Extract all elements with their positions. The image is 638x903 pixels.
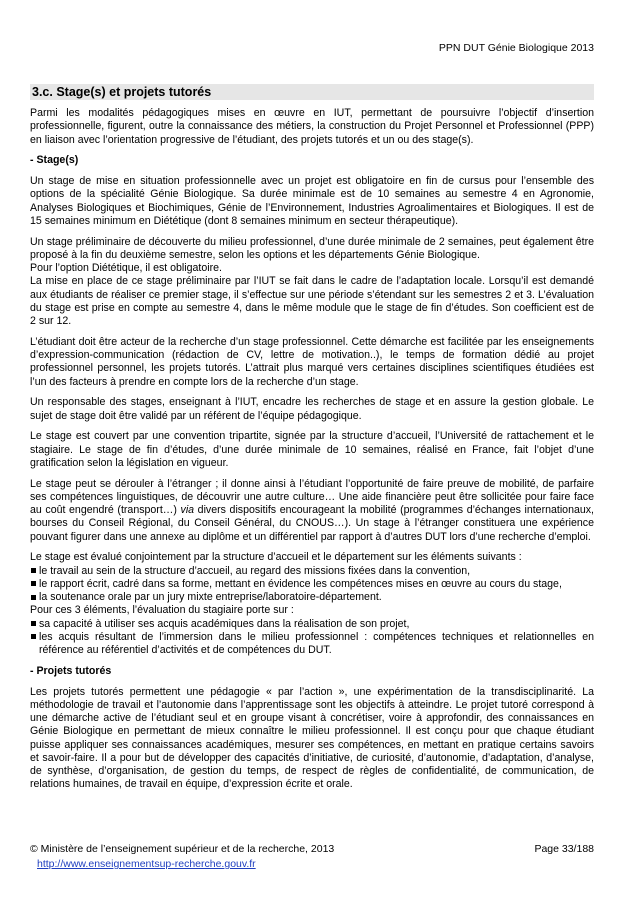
stages-heading: - Stage(s) [30, 154, 79, 167]
list-item: le travail au sein de la structure d’accueil, au regard des missions fixées dans la convention, [30, 565, 594, 578]
evaluation-criteria-list [30, 618, 594, 658]
list-item: la soutenance orale par un jury mixte entreprise/laboratoire-département. [30, 591, 594, 604]
projets-heading: - Projets tutorés [30, 664, 112, 677]
stages-paragraph-2c: La mise en place de ce stage préliminaire par l’IUT se fait dans le cadre de l’adaptation locale. Lorsqu’il est demandé aux étudiants de réaliser ce premier stage, il s’effectue sur une période s’étendant sur les semestres 2 et 3. L’évaluation du stage est prise en compte au semestre 4, dans le même module que le stage de fin d’études. Son coefficient est de 2 sur 12. [30, 275, 594, 327]
page-footer [30, 843, 594, 870]
stages-paragraph-1: Un stage de mise en situation professionnelle avec un projet est obligatoire en fin de cursus pour l’ensemble des options de la spécialité Génie Biologique. Sa durée minimale est de 10 semaines au semestre 4 en Agronomie, Analyses Biologiques et Biochimiques, Génie de l’Environnement, Industries Agroalimentaires et Biologiques. Il est de 15 semaines minimum en Diététique (dont 8 semaines minimum en secteur thérapeutique). [30, 175, 594, 227]
list-item: les acquis résultant de l’immersion dans le milieu professionnel : compétences techniques et relationnelles en référence au référentiel d’activités et de compétences du DUT. [30, 631, 594, 658]
stages-paragraph-3: L’étudiant doit être acteur de la recherche d’un stage professionnel. Cette démarche est facilitée par les enseignements d’expression-communication (rédaction de CV, lettre de motivation..), le temps de formation dédié au projet professionnel personnel, les projets tutorés. L’attrait plus marqué vers certaines disciplines scientifiques étudiées est l’un des facteurs à prendre en compte lors de la recherche d’un stage. [30, 335, 594, 388]
list-item: sa capacité à utiliser ses acquis académiques dans la réalisation de son projet, [30, 618, 594, 631]
stages-paragraph-4: Un responsable des stages, enseignant à l’IUT, encadre les recherches de stage et en assure la gestion globale. Le sujet de stage doit être validé par un référent de l’équipe pédagogique. [30, 396, 594, 422]
stages-paragraph-5: Le stage est couvert par une convention tripartite, signée par la structure d’accueil, l’Université de rattachement et le stagiaire. Le stage de fin d’études, d’une durée minimale de 10 semaines, réalisé en France, fait l’objet d’une gratification selon la législation en vigueur. [30, 430, 594, 469]
page-header: PPN DUT Génie Biologique 2013 [438, 42, 594, 54]
p6-text-after: divers dispositifs encourageant la mobilité (programmes d’échanges internationaux, bourses du Conseil Régional, du Conseil Général, du CNOUS…). Un stage à l’étranger constituera une expérience pouvant figurer dans une annexe au diplôme et un différentiel par rapport à d’autres DUT lors d’une recherche d’emploi. [30, 504, 594, 543]
footer-page-number: Page 33/188 [534, 843, 594, 855]
list-item: le rapport écrit, cadré dans sa forme, mettant en évidence les compétences mises en œuvre au cours du stage, [30, 578, 594, 591]
projets-paragraph: Les projets tutorés permettent une pédagogie « par l’action », une expérimentation de la transdisciplinarité. La méthodologie de travail et l’autonomie dans l’apprentissage sont les objectifs à atteindre. Le projet tutoré correspond à une démarche active de l’étudiant seul et en groupe visant à concrétiser, voire à approfondir, des connaissances en Génie Biologique en permettant de mieux connaître le milieu professionnel. Il est conçu pour que chaque étudiant puisse appliquer ses connaissances académiques, mesurer ses compétences, en mettant en pratique certains savoirs et savoir-faire. Il a pour but de développer des capacités d’initiative, de curiosité, d’autonomie, d’adaptation, d’analyse, de synthèse, d’organisation, de gestion du temps, de respect de règles de confidentialité, de communication, de relations humaines, de travail en équipe, d’expression écrite et orale. [30, 685, 594, 791]
footer-copyright: © Ministère de l’enseignement supérieur et de la recherche, 2013 [30, 843, 335, 855]
stages-paragraph-6 [30, 478, 594, 544]
intro-paragraph: Parmi les modalités pédagogiques mises en œuvre en IUT, permettant de poursuivre l’objectif d’insertion professionnelle, figurent, outre la connaissance des métiers, la construction du Projet Personnel et Professionnel (PPP) en liaison avec l’orientation progressive de l’étudiant, des projets tutorés et un ou des stage(s). [30, 107, 594, 146]
stages-paragraph-2a: Un stage préliminaire de découverte du milieu professionnel, d’une durée minimale de 2 semaines, peut également être proposé à la fin du deuxième semestre, selon les options et les départements Génie Biologique. [30, 235, 594, 261]
p6-via: via [180, 504, 195, 516]
stages-paragraph-2b: Pour l’option Diététique, il est obligatoire. [30, 262, 222, 274]
evaluation-criteria-intro: Pour ces 3 éléments, l’évaluation du stagiaire porte sur : [30, 604, 294, 617]
document-body [30, 107, 594, 799]
evaluation-intro: Le stage est évalué conjointement par la structure d’accueil et le département sur les éléments suivants : [30, 551, 522, 564]
evaluation-list [30, 565, 594, 605]
p6-text-before: Le stage peut se dérouler à l’étranger ; il donne ainsi à l’étudiant l’opportunité de faire preuve de mobilité, de parfaire ses compétences linguistiques, de découvrir une autre culture… Une aide financière peut être sollicitée pour faire face au coût engendré (transport…) [30, 477, 594, 516]
section-title: 3.c. Stage(s) et projets tutorés [30, 84, 594, 100]
footer-link[interactable]: http://www.enseignementsup-recherche.gouv.fr [37, 858, 256, 870]
